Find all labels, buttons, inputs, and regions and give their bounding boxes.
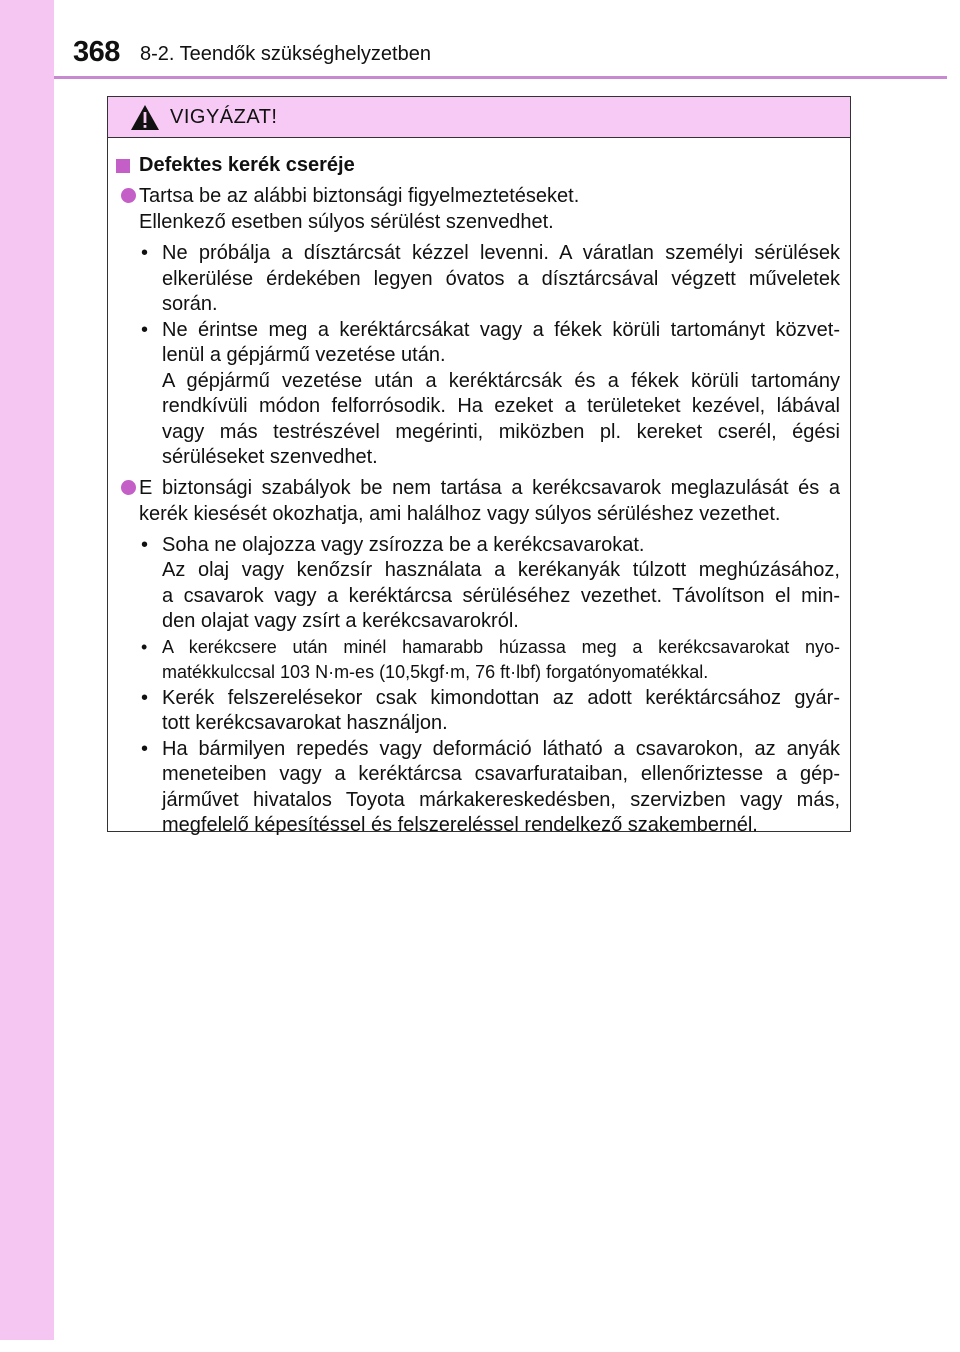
bullet-text-line: elkerülése érdekében legyen óvatos a dísztárcsával végzett műveletek <box>162 267 840 290</box>
warning-item <box>116 183 840 235</box>
bullet-text-line: Soha ne olajozza vagy zsírozza be a kerékcsavarokat. <box>162 533 645 556</box>
section-title: 8-2. Teendők szükséghelyzetben <box>140 43 431 65</box>
bullet-dot-icon: • <box>141 737 149 760</box>
subheading <box>116 154 840 177</box>
side-tab-strip <box>0 0 54 1340</box>
bullet-item <box>139 241 840 318</box>
bullet-text-line: meneteiben vagy a keréktárcsa csavarfurataiban, ellenőriztesse a gép- <box>162 763 840 785</box>
bullet-text-line: sérüléseket szenvedhet. <box>162 446 378 468</box>
warning-body <box>108 138 850 839</box>
bullet-dot-icon: • <box>141 318 149 341</box>
bullet-item <box>139 686 840 737</box>
bullet-text-line: a csavarok vagy a keréktárcsa sérüléséhez vezethet. Távolítson el min- <box>162 584 840 607</box>
bullet-text-line: lenül a gépjármű vezetése után. <box>162 344 446 366</box>
bullet-text-line: Ne próbálja a dísztárcsát kézzel levenni. A váratlan személyi sérülések <box>162 242 840 264</box>
bullet-text-line: járművet hivatalos Toyota márkakereskedésben, szervizben vagy más, <box>162 788 840 811</box>
bullet-item <box>139 318 840 471</box>
bullet-text-line: rendkívüli módon felforrósodik. Ha ezeket a területeket kezével, lábával <box>162 395 840 417</box>
bullet-text-line: Kerék felszerelésekor csak kimondottan az adott keréktárcsához gyár- <box>162 686 840 709</box>
bullet-text-line: megfelelő képesítéssel és felszereléssel rendelkező szakembernél. <box>162 814 758 836</box>
warning-triangle-icon <box>130 104 160 131</box>
bullet-text-line: során. <box>162 293 218 315</box>
circle-icon <box>121 188 136 203</box>
bullet-text-line: Az olaj vagy kenőzsír használata a kerékanyák túlzott meghúzásához, <box>162 559 840 581</box>
bullet-dot-icon: • <box>141 636 148 657</box>
bullet-text-line: den olajat vagy zsírt a kerékcsavarokról. <box>162 610 519 632</box>
bullet-item <box>139 533 840 635</box>
subheading-text: Defektes kerék cseréje <box>139 154 355 176</box>
item-text-line: Tartsa be az alábbi biztonsági figyelmeztetéseket. <box>139 185 580 207</box>
item-text-line: E biztonsági szabályok be nem tartása a kerékcsavarok meglazulását és a <box>139 476 840 499</box>
bullet-text-line: matékkulccsal 103 N·m-es (10,5kgf·m, 76 ft·lbf) forgatónyomatékkal. <box>162 662 709 682</box>
warning-title: VIGYÁZAT! <box>170 105 278 128</box>
bullet-text-line: Ha bármilyen repedés vagy deformáció látható a csavarokon, az anyák <box>162 737 840 760</box>
bullet-list <box>139 533 840 839</box>
item-text-line: kerék kiesését okozhatja, ami halálhoz vagy súlyos sérüléshez vezethet. <box>139 502 781 525</box>
bullet-item <box>139 737 840 839</box>
bullet-dot-icon: • <box>141 686 149 709</box>
bullet-item <box>139 635 840 686</box>
bullet-dot-icon: • <box>141 533 149 556</box>
bullet-text-line: A gépjármű vezetése után a keréktárcsák és a fékek körüli tartomány <box>162 369 840 392</box>
bullet-dot-icon: • <box>141 242 149 264</box>
header-rule <box>54 76 947 79</box>
bullet-text-line: vagy más testrészével megérinti, miközben pl. kereket cserél, égési <box>162 420 840 443</box>
warning-box <box>107 96 851 836</box>
bullet-text-line: A kerékcsere után minél hamarabb húzassa meg a kerékcsavarokat nyo- <box>162 636 840 657</box>
bullet-text-line: tott kerékcsavarokat használjon. <box>162 712 448 734</box>
bullet-list <box>139 241 840 471</box>
bullet-text-line: Ne érintse meg a keréktárcsákat vagy a fékek körüli tartományt közvet- <box>162 318 840 341</box>
warning-item <box>116 475 840 527</box>
warning-header <box>108 97 850 138</box>
page-number: 368 <box>73 36 120 68</box>
circle-icon <box>121 480 136 495</box>
item-text-line: Ellenkező esetben súlyos sérülést szenvedhet. <box>139 211 554 233</box>
warning-items <box>116 183 840 839</box>
square-icon <box>116 159 130 173</box>
